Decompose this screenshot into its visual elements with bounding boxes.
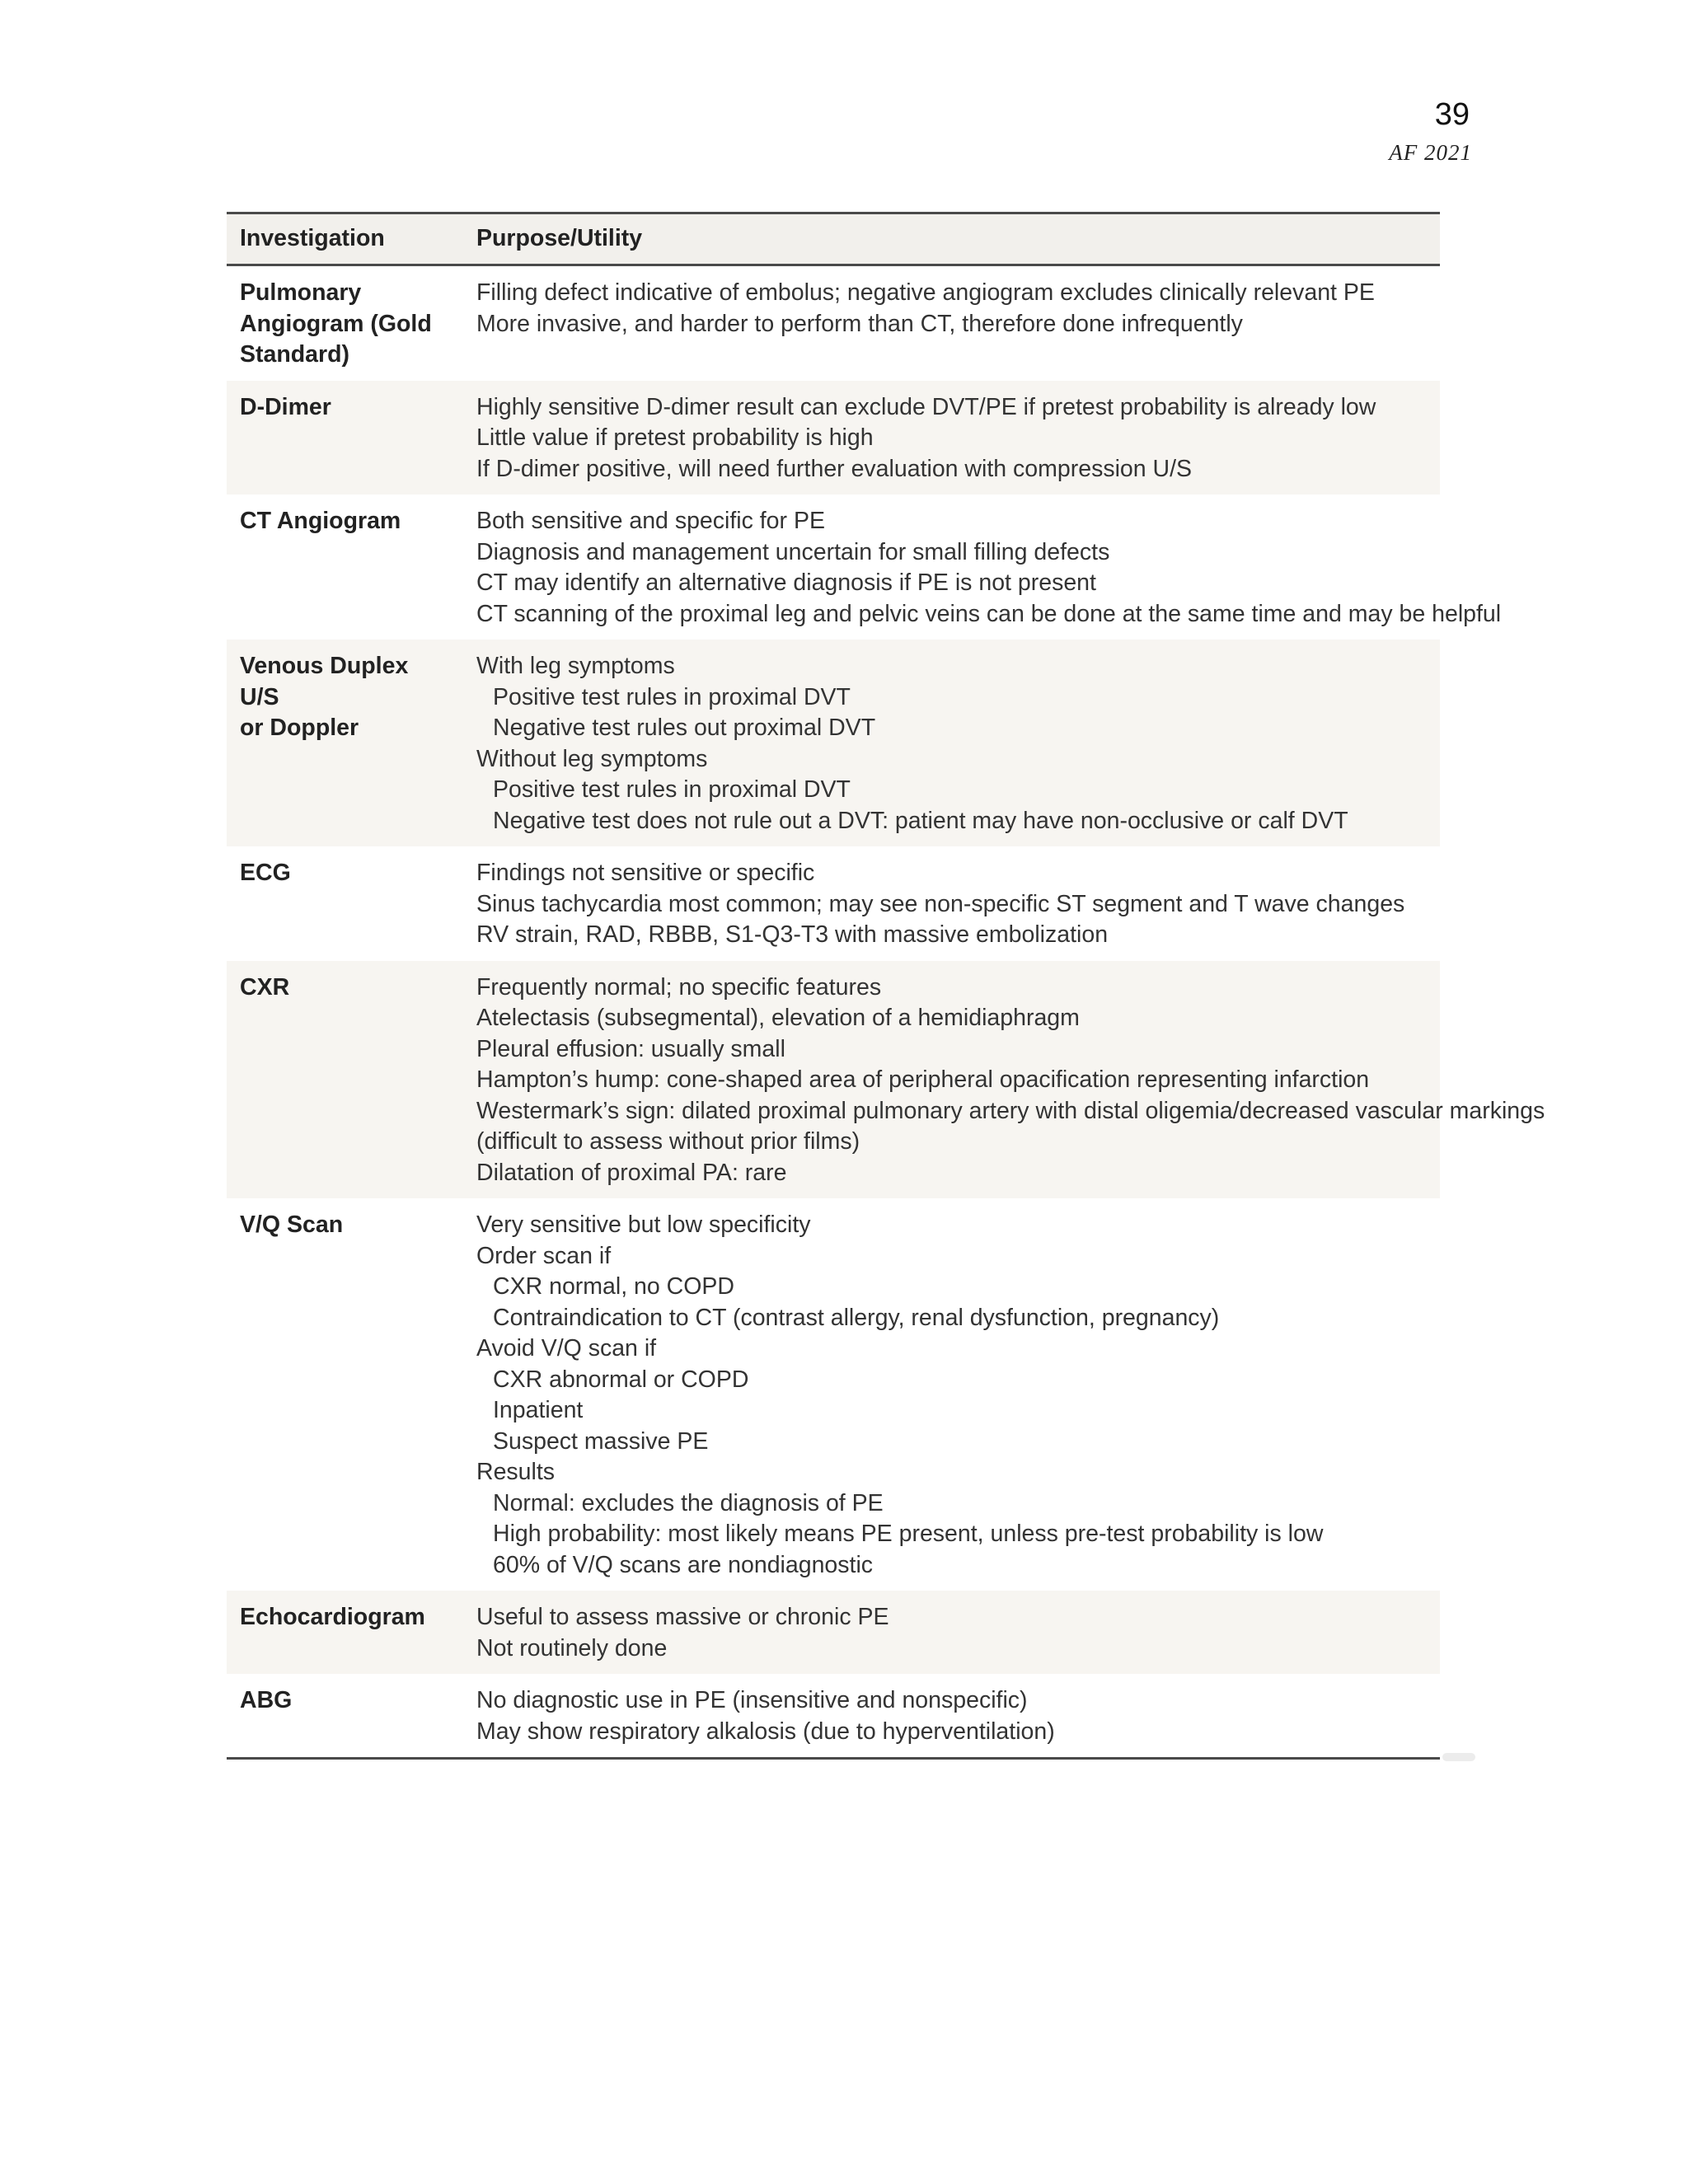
- investigation-name-line: Venous Duplex U/S: [240, 653, 409, 710]
- purpose-line: Without leg symptoms: [476, 745, 708, 772]
- purpose-line: Filling defect indicative of embolus; negative angiogram excludes clinically relevant PE: [476, 279, 1375, 306]
- purpose-cell: [463, 961, 1545, 1199]
- investigation-name-line: D-Dimer: [240, 393, 331, 420]
- purpose-line: Highly sensitive D-dimer result can exclude DVT/PE if pretest probability is already low: [476, 393, 1376, 420]
- column-header-purpose: Purpose/Utility: [463, 213, 1440, 265]
- purpose-cell: [463, 494, 1502, 640]
- table-row: [227, 265, 1440, 381]
- purpose-line: Both sensitive and specific for PE: [476, 508, 825, 534]
- purpose-line: Little value if pretest probability is high: [476, 424, 874, 451]
- investigation-name-line: V/Q Scan: [240, 1212, 344, 1238]
- table-row: [227, 1591, 1440, 1674]
- investigation-name-line: ABG: [240, 1687, 293, 1713]
- table-row: [227, 846, 1440, 961]
- purpose-line: Diagnosis and management uncertain for small filling defects: [476, 538, 1110, 565]
- table-row: [227, 961, 1440, 1199]
- purpose-line: Useful to assess massive or chronic PE: [476, 1604, 889, 1630]
- investigation-name-line: CT Angiogram: [240, 508, 401, 534]
- investigation-name-line: Pulmonary: [240, 279, 362, 306]
- table-row: [227, 381, 1440, 495]
- investigation-name-line: CXR: [240, 973, 290, 1001]
- purpose-line: Normal: excludes the diagnosis of PE: [493, 1489, 884, 1516]
- investigation-cell: [227, 1591, 463, 1674]
- column-header-investigation: Investigation: [227, 213, 463, 265]
- purpose-line: Frequently normal; no specific features: [476, 973, 882, 1001]
- purpose-line: Contraindication to CT (contrast allergy, renal dysfunction, pregnancy): [493, 1304, 1220, 1331]
- investigation-table-container: [227, 212, 1545, 1760]
- purpose-line: With leg symptoms: [476, 653, 675, 679]
- investigation-cell: [227, 961, 463, 1199]
- purpose-line: Dilatation of proximal PA: rare: [476, 1159, 787, 1186]
- purpose-line: May show respiratory alkalosis (due to hyperventilation): [476, 1718, 1055, 1745]
- investigation-cell: [227, 846, 463, 961]
- purpose-cell: [463, 1591, 1440, 1674]
- purpose-line: Not routinely done: [476, 1634, 668, 1661]
- purpose-line: Positive test rules in proximal DVT: [493, 683, 851, 710]
- investigation-cell: [227, 265, 463, 381]
- purpose-line: If D-dimer positive, will need further evaluation with compression U/S: [476, 455, 1193, 482]
- purpose-line: Order scan if: [476, 1242, 612, 1269]
- investigation-cell: [227, 494, 463, 640]
- purpose-line: CXR normal, no COPD: [493, 1273, 735, 1300]
- purpose-line: CT may identify an alternative diagnosis if PE is not present: [476, 569, 1096, 596]
- purpose-line: Negative test does not rule out a DVT: patient may have non-occlusive or calf DVT: [493, 807, 1348, 834]
- table-header-row: [227, 213, 1440, 265]
- investigation-table: [227, 212, 1545, 1760]
- purpose-line: Atelectasis (subsegmental), elevation of a hemidiaphragm: [476, 1005, 1080, 1031]
- purpose-line: Findings not sensitive or specific: [476, 860, 815, 886]
- purpose-line: Suspect massive PE: [493, 1427, 709, 1455]
- purpose-cell: [463, 1674, 1440, 1759]
- purpose-line: Pleural effusion: usually small: [476, 1035, 785, 1062]
- purpose-cell: [463, 846, 1440, 961]
- purpose-cell: [463, 265, 1440, 381]
- table-body: [227, 265, 1545, 1759]
- investigation-name-line: Echocardiogram: [240, 1604, 425, 1630]
- purpose-cell: [463, 1198, 1440, 1591]
- investigation-name-line: ECG: [240, 860, 291, 886]
- scan-smudge: [1442, 1753, 1475, 1761]
- table-row: [227, 1674, 1440, 1759]
- purpose-line: (difficult to assess without prior films): [476, 1128, 860, 1155]
- purpose-cell: [463, 640, 1440, 846]
- purpose-line: Negative test rules out proximal DVT: [493, 715, 876, 741]
- purpose-line: Positive test rules in proximal DVT: [493, 776, 851, 803]
- investigation-cell: [227, 381, 463, 495]
- table-header: [227, 213, 1440, 265]
- purpose-line: Hampton’s hump: cone-shaped area of peripheral opacification representing infarction: [476, 1066, 1370, 1093]
- investigation-name-line: or Doppler: [240, 715, 359, 741]
- purpose-line: Inpatient: [493, 1397, 584, 1423]
- investigation-name-line: Angiogram (Gold: [240, 310, 432, 337]
- investigation-cell: [227, 1198, 463, 1591]
- table-row: [227, 494, 1440, 640]
- purpose-line: No diagnostic use in PE (insensitive and nonspecific): [476, 1687, 1028, 1713]
- purpose-line: Sinus tachycardia most common; may see non-specific ST segment and T wave changes: [476, 890, 1405, 917]
- purpose-line: Very sensitive but low specificity: [476, 1212, 811, 1238]
- purpose-line: More invasive, and harder to perform than CT, therefore done infrequently: [476, 310, 1243, 337]
- investigation-name-line: Standard): [240, 341, 350, 368]
- investigation-cell: [227, 640, 463, 846]
- purpose-line: CXR abnormal or COPD: [493, 1366, 749, 1393]
- purpose-line: CT scanning of the proximal leg and pelvic veins can be done at the same time and may be helpful: [476, 600, 1502, 627]
- table-row: [227, 1198, 1440, 1591]
- purpose-line: RV strain, RAD, RBBB, S1-Q3-T3 with massive embolization: [476, 921, 1109, 948]
- page-number: 39: [1434, 97, 1470, 132]
- purpose-line: High probability: most likely means PE present, unless pre-test probability is low: [493, 1521, 1324, 1547]
- purpose-line: 60% of V/Q scans are nondiagnostic: [493, 1551, 874, 1578]
- table-row: [227, 640, 1440, 846]
- purpose-line: Westermark’s sign: dilated proximal pulmonary artery with distal oligemia/decreased vascular markings: [476, 1097, 1545, 1124]
- investigation-cell: [227, 1674, 463, 1759]
- purpose-line: Avoid V/Q scan if: [476, 1335, 657, 1361]
- purpose-cell: [463, 381, 1440, 495]
- purpose-line: Results: [476, 1459, 556, 1485]
- page-tag: AF 2021: [1389, 140, 1472, 165]
